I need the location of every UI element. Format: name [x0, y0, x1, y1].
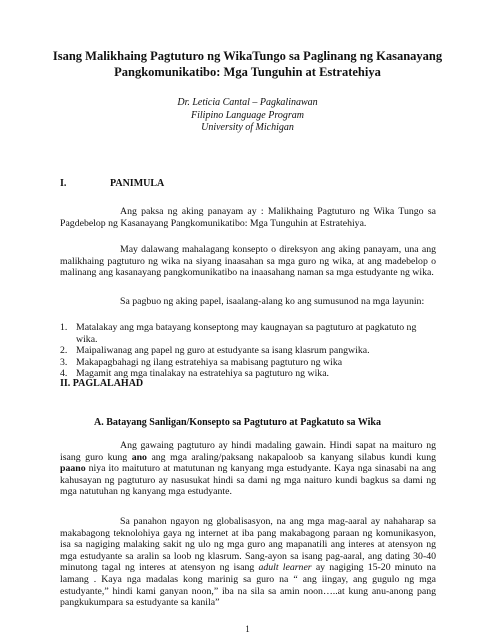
author-program: Filipino Language Program	[191, 109, 304, 121]
bold-word-paano: paano	[60, 463, 86, 475]
text-run: Sa panahon ngayon ng globalisasyon, na ang mga mag-aaral ay nahaharap sa makabagong teknolohiya gaya ng internet at iba pang makabagong paraan ng komunikasyon, isa sa nagiging malaking sakit ng ulo ng mga guro ang mapanatili ang interes at atensyon ng mga estudyante sa aralin sa loob ng klasrum. Sang-ayon sa isang pag-aaral, ang dating 30-40 minutong tagal ng interes at atensyon ng isang	[60, 516, 436, 574]
section-heading-paglalahad: II. PAGLALAHAD	[60, 378, 144, 389]
author-block	[40, 97, 455, 135]
text-run: Ang gawaing pagtuturo ay hindi madaling gawain. Hindi sapat na maituro ng isang guro kung	[60, 440, 436, 463]
list-number: 1.	[60, 322, 68, 333]
subsection-heading: A. Batayang Sanligan/Konsepto sa Pagtuturo at Pagkatuto sa Wika	[94, 417, 381, 428]
objectives-list	[60, 322, 436, 380]
list-item	[60, 345, 436, 357]
section-number: I.	[60, 178, 67, 189]
section-title: PANIMULA	[110, 178, 165, 189]
list-item	[60, 322, 436, 345]
list-text: Maipaliwanag ang papel ng guro at estudyante sa isang klasrum pangwika.	[76, 345, 370, 357]
text-run: ang mga araling/paksang nakapaloob sa kanyang silabus kundi kung	[146, 451, 436, 463]
author-institution: University of Michigan	[201, 122, 294, 133]
text-run: niya ito maituturo at matutunan ng kanyang mga estudyante. Kaya nga sinasabi na ang kahusayan ng pagtuturo ay nasusukat hindi sa dami ng mga naituro kundi bagkus sa dami ng mga natutuhan ng kanyang mga estudyante.	[60, 463, 436, 498]
list-number: 2.	[60, 345, 68, 357]
bold-word-ano: ano	[131, 451, 147, 463]
list-text: Matalakay ang mga batayang konseptong may kaugnayan sa pagtuturo at pagkatuto ng wika.	[76, 322, 417, 345]
paragraph-5	[60, 516, 436, 609]
text-run: ay nagiging 15-20 minuto na lamang . Kaya nga madalas kong marinig sa guro na “ ang iingay, ang gugulo ng mga estudyante,” hindi kami ganyan noon,” iba na sila sa amin noon…..at kung anu-anong pang pangkukumpara sa estudyante sa kanila”	[60, 562, 436, 609]
paragraph-4	[60, 440, 436, 498]
author-name: Dr. Leticia Cantal – Pagkalinawan	[177, 97, 318, 108]
paragraph-2: May dalawang mahalagang konsepto o direksyon ang aking panayam, una ang malikhaing pagtuturo ng wika na siyang inaasahan sa mga guro ng wika, at ang madebelop o malinang ang kasanayang pangkomunikatibo na inaasahang naman sa mga estudyante ng wika.	[60, 244, 436, 279]
list-text: Makapagbahagi ng ilang estratehiya sa mabisang pagtuturo ng wika	[76, 356, 343, 368]
list-text: Magamit ang mga tinalakay na estratehiya sa pagtuturo ng wika.	[76, 368, 330, 380]
list-number: 4.	[60, 368, 68, 380]
italic-term: adult learner	[258, 562, 312, 574]
paragraph-1: Ang paksa ng aking panayam ay : Malikhaing Pagtuturo ng Wika Tungo sa Pagdebelop ng Kasanayang Pangkomunikatibo: Mga Tunguhin at Estratehiya.	[60, 206, 436, 229]
list-number: 3.	[60, 356, 68, 368]
paper-title: Isang Malikhaing Pagtuturo ng WikaTungo sa Paglinang ng Kasanayang Pangkomunikatibo: Mga Tunguhin at Estratehiya	[52, 49, 443, 79]
list-item	[60, 357, 436, 369]
paragraph-3: Sa pagbuo ng aking papel, isaalang-alang ko ang sumusunod na mga layunin:	[120, 296, 425, 307]
section-heading-panimula	[60, 178, 164, 190]
page-number: 1	[245, 624, 250, 634]
